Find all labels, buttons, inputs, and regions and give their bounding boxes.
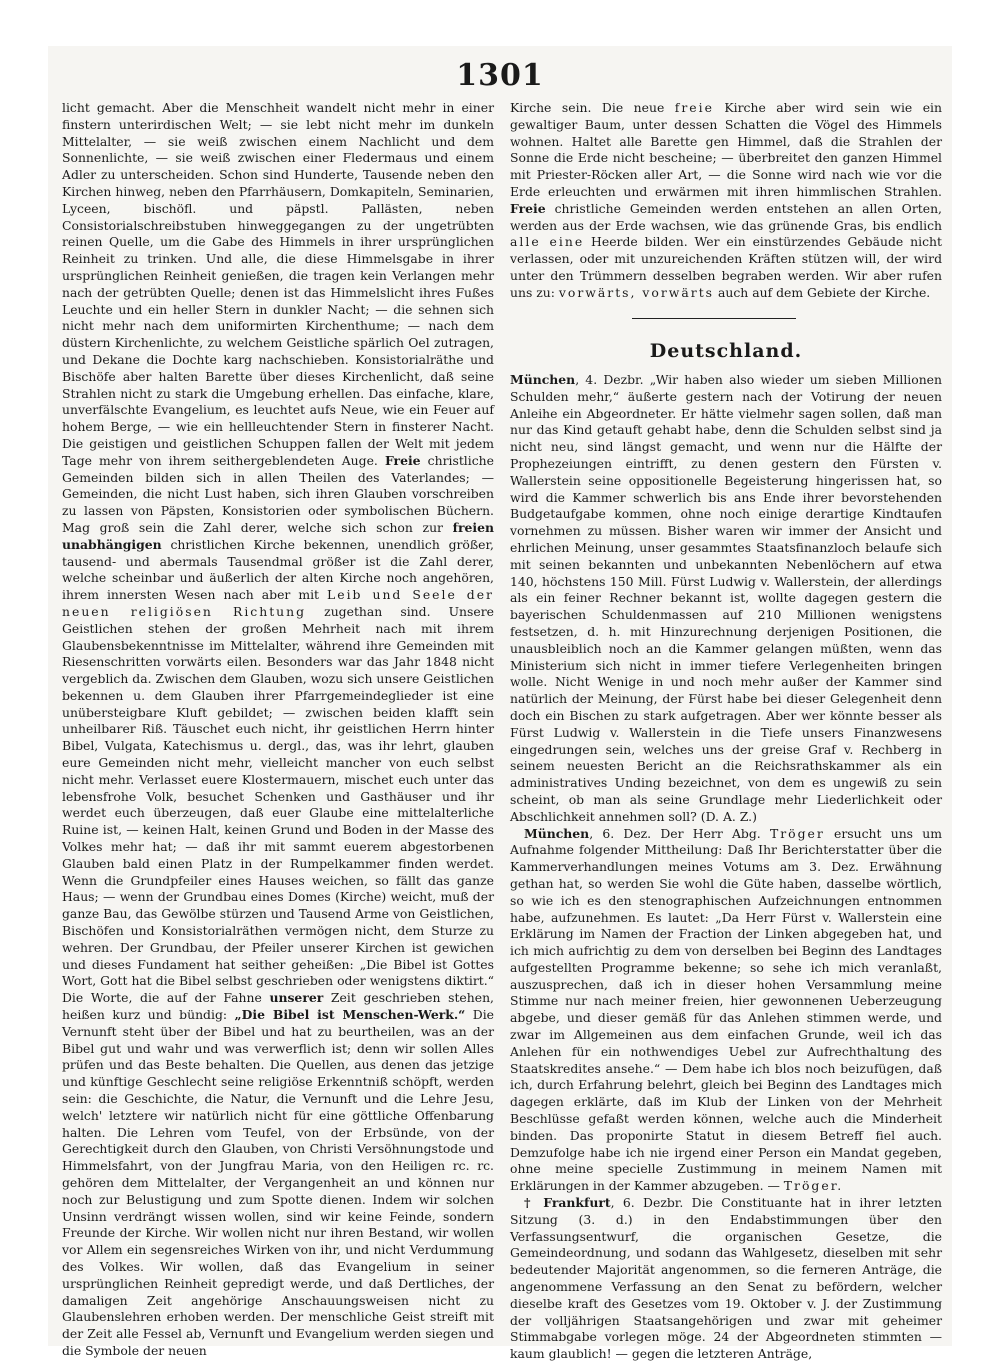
emphasis-vorwaerts: vorwärts, vorwärts [558,284,715,300]
article-muenchen-6: München, 6. Dez. Der Herr Abg. Tröger ersucht uns um Aufnahme folgender Mittheilung: Daß Ihr Berichterstatter über die Kammerverhandlungen meines Votums am 3. Dez. Erwähnung gethan hat, so werden Sie wohl die Güte haben, dasselbe wörtlich, so wie ich es den stenographischen Aufzeichnungen entnommen habe, aufzunehmen. Es lautet: „Da Herr Fürst v. Wallerstein eine Erklärung im Namen der Fraction der Linken abgegeben hat, und ich mich aufrichtig zu dem von derselben bei Beginn des Landtages aufgestellten Programme bekenne; so sehe ich mich veranlaßt, auszusprechen, daß ich in dieser hohen Versammlung meine Stimme nur nach meiner freien, hier gewonnenen Ueberzeugung abgebe, und dieser gemäß für das Anlehen stimmen werde, und zwar im Allgemeinen aus dem einfachen Grunde, weil ich das Anlehen für ein nothwendiges Uebel zur Aufrechthaltung des Staatskredites ansehe.“ — Dem habe ich blos noch beizufügen, daß ich, durch Erfahrung belehrt, gleich bei Beginn des Landtages mich dagegen erklärte, daß im Klub der Linken von der Mehrheit Beschlüsse gefaßt werden können, welche auch die Minderheit binden. Das proponirte Statut in diesem Betreff fiel auch. Demzufolge habe ich nie irgend einer Person ein Mandat gegeben, ohne meine specielle Zustimmung in meinem Namen mit Erklärungen in der Kammer abzugeben. — Tröger. [510,825,942,1194]
emphasis-freie: Freie [384,452,421,468]
emphasis-unserer: unserer [269,990,324,1006]
emphasis-alle-eine: alle eine [510,234,585,250]
article-frankfurt: † Frankfurt, 6. Dezbr. Die Constituante hat in ihrer letzten Sitzung (3. d.) in den Endabstimmungen über den Verfassungsentwurf, die organischen Gesetze, die Gemeindeordnung, und sodann das Wahlgesetz, dieselben mit sehr bedeutender Majorität angenommen, so die ferneren Anträge, die angenommene Verfassung an den Senat zu befördern, welcher dieselbe kraft des Gesetzes vom 19. Oktober v. J. der Zustimmung der volljährigen Staatsangehörigen und zwar mit geheimer Stimmabgabe vorlegen möge. 24 der Abgeordneten stimmten — kaum glaublich! — gegen die letzteren Anträge, [510,1195,942,1362]
right-paragraph-1: Kirche sein. Die neue freie Kirche aber wird sein wie ein gewaltiger Baum, unter dessen Schatten die Vögel des Himmels wohnen. Haltet alle Barette gen Himmel, daß die Strahlen der Sonne die Erde nicht bescheine; — überbreitet den ganzen Himmel mit Priester-Röcken aller Art, — die Sonne wird nach wie vor die Erde erleuchten und erwärmen mit ihren himmlischen Strahlen. Freie christliche Gemeinden werden entstehen an allen Orten, werden aus der Erde wachsen, wie das grünende Gras, bis endlich alle eine Heerde bilden. Wer ein einstürzendes Gebäude nicht verlassen, oder mit unzureichenden Kräften stützen will, der wird unter den Trümmern desselben begraben werden. Wir aber rufen uns zu: vorwärts, vorwärts auch auf dem Gebiete der Kirche. [510,100,943,300]
right-column [510,100,942,302]
signature-name: Tröger. [783,1178,844,1194]
page-number: 1301 [456,58,544,93]
left-paragraph-1: licht gemacht. Aber die Menschheit wandelt nicht mehr in einer finstern unterirdischen Welt; — sie lebt nicht mehr im dunkeln Mittelalter, — sie weiß zwischen einem Nachlicht und dem Sonnenlichte, — sie weiß zwischen einer Fledermaus und einem Adler zu unterscheiden. Schon sind Hunderte, Tausende neben den Kirchen hinweg, neben den Pfarrhäusern, Domkapiteln, Seminarien, Lyceen, bischöfl. und päpstl. Pallästen, neben Consistorialschreibstuben hinweggegangen zu der ungetrübten reinen Quelle, um die Gabe des Himmels in ihrer ursprünglichen Reinheit zu trinken. Und alle, die diese Himmelsgabe in ihrer ursprünglichen Reinheit genießen, die tragen kein Verlangen mehr nach der getrübten Quelle; denen ist das Himmelslicht ihres Fußes Leuchte und ein heller Stern in dunkler Nacht; — die sehnen sich nicht mehr nach dem uniformirten Kirchenthume; — nach dem düstern Kirchenlichte, zu welchem Geistliche spärlich Oel zutragen, und Dekane die Dochte karg nachschieben. Konsistorialräthe und Bischöfe aber halten Barette über dieses Kirchenlicht, daß seine Strahlen nicht zu stark die Umgebung erhellen. Das einfache, klare, unverfälschte Evangelium, es leuchtet aufs Neue, wie ein Feuer auf hohem Berge, — wie ein hellleuchtender Stern in finsterer Nacht. Die geistigen und geistlichen Schuppen fallen der Welt mit jedem Tage mehr von ihrem seithergeblendeten Auge. Freie christliche Gemeinden bilden sich in allen Theilen des Vaterlandes; — Gemeinden, die nicht Lust haben, sich ihren Glauben vorschreiben zu lassen von Päpsten, Konsistorien oder symbolischen Büchern. Mag groß sein die Zahl derer, welche sich schon zur freien unabhängigen christlichen Kirche bekennen, unendlich größer, tausend- und abermals Tausendmal größer ist die Zahl derer, welche scheinbar und äußerlich der alten Kirche noch angehören, ihrem innersten Wesen nach aber mit Leib und Seele der neuen religiösen Richtung zugethan sind. Unsere Geistlichen stehen der großen Mehrheit nach mit ihrem Glaubensbekenntnisse im Mittelalter, während ihre Gemeinden mit Riesenschritten vorwärts eilen. Besonders war das Jahr 1848 nicht vergeblich da. Zwischen dem Glauben, wozu sich unsere Geistlichen bekennen u. dem Glauben ihrer Pfarrgemeindeglieder ist eine unübersteigbare Kluft gebildet; — zwischen beiden klafft sein unheilbarer Riß. Täuschet euch nicht, ihr geistlichen Herrn hinter Bibel, Vulgata, Katechismus u. dergl., das, was ihr lehrt, glauben eure Gemeinden nicht mehr, vielleicht mancher von euch selbst nicht mehr. Verlasset euere Klostermauern, mischet euch unter das lebensfrohe Volk, besuchet Schenken und Gasthäuser und ihr werdet euch überzeugen, daß euer Glaube eine mittelalterliche Ruine ist, — keinen Halt, keinen Grund und Boden in der Masse des Volkes mehr hat; — daß ihr mit sammt euerem abgestorbenen Glauben bald einen Platz in der Rumpelkammer finden werdet. Wenn die Grundpfeiler eines Hauses weichen, so fällt das ganze Haus; — wenn der Grundbau eines Domes (Kirche) weicht, muß der ganze Bau, das Gewölbe stürzen und Tausend Arme von Geistlichen, Bischöfen und Konsistorialräthen vermögen nicht, dem Sturze zu wehren. Der Grundbau, der Pfeiler unserer Kirchen ist gewichen und dieses Fundament hat seither geheißen: „Die Bibel ist Gottes Wort, Gott hat die Bibel selbst geschrieben oder wenigstens diktirt.“ Die Worte, die auf der Fahne unserer Zeit geschrieben stehen, heißen kurz und bündig: „Die Bibel ist Menschen-Werk.“ Die Vernunft steht über der Bibel und hat zu beurtheilen, was an der Bibel gut und wahr und was verwerflich ist; denn wir sollen Alles prüfen und das Beste behalten. Die Quellen, aus denen das jetzige und künftige Geschlecht seine religiöse Erkenntniß schöpft, werden sein: die Geschichte, die Natur, die Vernunft und die Lehre Jesu, welch' letztere wir natürlich nicht für eine göttliche Offenbarung halten. Die Lehren vom Teufel, von der Erbsünde, von der Gerechtigkeit durch den Glauben, von Christi Versöhnungstode und Himmelsfahrt, von der Jungfrau Maria, von den Heiligen rc. rc. gehören dem Mittelalter, der Vergangenheit an und können nur noch zur Belustigung und zum Spotte dienen. Indem wir solchen Unsinn verdrängt wissen wollen, sind wir keine Feinde, sondern Freunde der Kirche. Wir wollen nicht nur ihren Bestand, wir wollen vor Allem ein segensreiches Wirken von ihr, und nicht Verdummung des Volkes. Wir wollen, daß das Evangelium in seiner ursprünglichen Reinheit gepredigt werde, und daß Dertliches, der damaligen Zeit angehörige Anschauungsweisen nicht zu Glaubenslehren erhoben werden. Der menschliche Geist streift mit der Zeit alle Fessel ab, Vernunft und Evangelium werden siegen und die Symbole der neuen [62,100,495,1358]
right-column-articles [510,372,942,1363]
emphasis-freie-3: Freie [510,200,546,216]
article-muenchen-4: München, 4. Dezbr. „Wir haben also wieder um sieben Millionen Schulden mehr,“ äußerte gestern nach der Votirung der neuen Anleihe ein Abgeordneter. Er hätte vielmehr sagen sollen, daß man nur das Kind getauft gehabt habe, denn die Schulden selbst sind ja nicht neu, sind längst gemacht, und wenn nur die Hälfte der Prophezeiungen eintrifft, zu denen gestern den Fürsten v. Wallerstein seine oppositionelle Begeisterung hingerissen hat, so wird die Kammer schwerlich bis ans Ende ihrer bevorstehenden Budgetaufgabe kommen, ohne noch einige derartige Kindtaufen vornehmen zu müssen. Bisher waren wir immer der Ansicht und ehrlichen Meinung, unser gesammtes Staatsfinanzloch belaufe sich mit seinen bekannten und unbekannten Nebenlöchern auf etwa 140, höchstens 150 Mill. Fürst Ludwig v. Wallerstein, der allerdings als ein feiner Rechner bekannt ist, wollte dagegen gestern die bayerischen Schuldenmassen auf 210 Millionen wenigstens festsetzen, d. h. mit Hinzurechnung derjenigen Positionen, die unausbleiblich noch an die Kammer gelangen müßten, wenn das Ministerium sich nicht in immer tiefere Verlegenheiten bringen wolle. Nicht Wenige in und noch mehr außer der Kammer sind natürlich der Meinung, der Fürst habe bei dieser Gelegenheit denn doch ein Bischen zu stark aufgetragen. Aber wer könnte besser als Fürst Ludwig v. Wallerstein in die Tiefe unsers Finanzwesens eingedrungen sein, welches uns der greise Graf v. Rechberg in seinem neuesten Bericht an die Reichsrathskammer als ein administratives Unding bezeichnet, von dem es ungewiß zu sein scheint, ob man als seine Grundlage mehr Liederlichkeit oder Abschlichkeit annehmen soll? (D. A. Z.) [510,372,942,824]
emphasis-bibel-menschenwerk: „Die Bibel ist Menschen-Werk.“ [234,1007,466,1023]
section-divider [632,318,796,319]
left-column [62,100,494,1360]
source-note: (D. A. Z.) [700,808,757,824]
dateline-place: Frankfurt [543,1195,611,1211]
dateline-place: München [524,825,590,841]
section-heading: Deutschland. [649,340,803,362]
emphasis-freien-unabhaengigen: freien unabhängigen [62,519,494,552]
emphasis-freie-2: freie [674,100,714,115]
dateline-place: München [510,372,576,387]
dagger-mark: † [524,1195,535,1211]
emphasis-leib-und-seele: Leib und Seele der neuen religiösen Richtung [62,587,494,619]
person-name: Tröger [769,825,825,841]
